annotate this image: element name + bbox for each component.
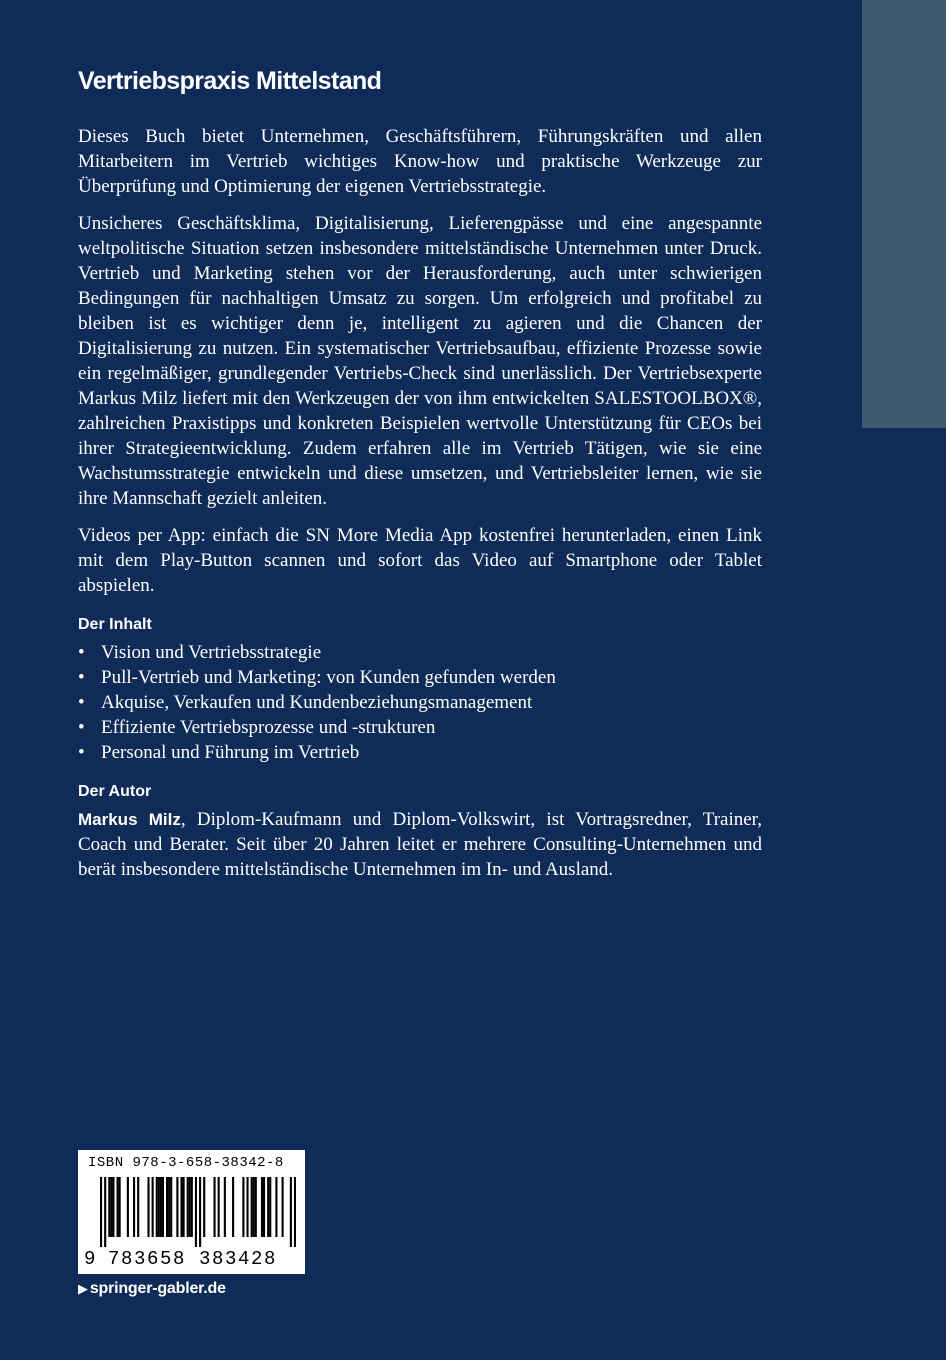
book-title: Vertriebspraxis Mittelstand: [78, 67, 382, 95]
barcode-bar: [133, 1177, 135, 1237]
description-paragraph: Unsicheres Geschäftsklima, Digitalisierung, Lieferengpässe und eine angespannte weltpolitische Situation setzen insbesondere mittelständische Unternehmen unter Druck. Vertrieb und Marketing stehen vor der Herausforderung, auch unter schwierigen Bedingungen für nachhaltigen Umsatz zu sorgen. Um erfolgreich und profitabel zu bleiben ist es wichtiger denn je, intelligent zu agieren und die Chancen der Digitalisierung zu nutzen. Ein systematischer Vertriebsaufbau, effiziente Prozesse sowie ein regelmäßiger, grundlegender Vertriebs-Check sind unerlässlich. Der Vertriebsexperte Markus Milz liefert mit den Werkzeugen der von ihm entwickelten SALESTOOLBOX®, zahlreichen Praxistipps und konkreten Beispielen wertvolle Unterstützung für CEOs bei ihrer Strategieentwicklung. Zudem erfahren alle im Vertrieb Tätigen, wie sie eine Wachstumsstrategie entwickeln und diese umsetzen, und Vertriebsleiter lernen, wie sie ihre Mannschaft gezielt anleiten.: [78, 213, 762, 509]
spine-color-strip: [862, 0, 946, 428]
list-item: [78, 715, 762, 740]
bullet-icon: •: [78, 642, 85, 663]
barcode-bar: [119, 1177, 121, 1237]
barcode-bar: [255, 1177, 257, 1237]
barcode-bar: [267, 1177, 269, 1237]
barcode-bar: [162, 1177, 164, 1237]
barcode-bar: [269, 1177, 271, 1237]
barcode-bar: [100, 1177, 102, 1247]
barcode-bar: [232, 1177, 234, 1237]
barcode-bar: [218, 1177, 220, 1237]
barcode-bar: [112, 1177, 114, 1237]
barcode-bar: [242, 1177, 244, 1237]
list-item-label: Akquise, Verkaufen und Kundenbeziehungsmanagement: [101, 692, 533, 713]
barcode-bar: [168, 1177, 170, 1237]
barcode-bar: [108, 1177, 110, 1237]
barcode-bar: [127, 1177, 129, 1237]
barcode-bar: [166, 1177, 168, 1237]
contents-heading: Der Inhalt: [78, 616, 152, 633]
barcode-bar: [170, 1177, 172, 1237]
barcode-bar: [294, 1177, 296, 1247]
barcode-bar: [246, 1177, 248, 1237]
barcode-bar: [199, 1177, 201, 1247]
barcode-bar: [104, 1177, 106, 1247]
list-item-label: Pull-Vertrieb und Marketing: von Kunden gefunden werden: [101, 667, 556, 688]
barcode-bar: [156, 1177, 158, 1237]
barcode-bar: [191, 1177, 193, 1237]
barcode-bar: [282, 1177, 284, 1237]
bullet-icon: •: [78, 717, 85, 738]
barcode-bar: [224, 1177, 226, 1237]
barcode-bar: [160, 1177, 162, 1237]
isbn-barcode: [78, 1150, 305, 1274]
author-bio-text: , Diplom-Kaufmann und Diplom-Volkswirt, ist Vortragsredner, Trainer, Coach und Berater. Seit über 20 Jahren leitet er mehrere Consulting-Unternehmen und berät insbesondere mittelständische Unternehmen im In- und Ausland.: [78, 809, 762, 880]
bullet-icon: •: [78, 692, 85, 713]
barcode-bars: [100, 1177, 296, 1247]
bullet-icon: •: [78, 742, 85, 763]
barcode-bar: [189, 1177, 191, 1237]
intro-paragraph: Dieses Buch bietet Unternehmen, Geschäftsführern, Führungskräften und allen Mitarbeitern im Vertrieb wichtiges Know-how und praktische Werkzeuge zur Überprüfung und Optimierung der eigenen Vertriebsstrategie.: [78, 126, 762, 197]
list-item: [78, 690, 762, 715]
ean-digits: 783658 383428: [108, 1248, 278, 1270]
barcode-bar: [117, 1177, 119, 1237]
author-bio: [78, 807, 762, 882]
barcode-bar: [187, 1177, 189, 1237]
barcode-bar: [152, 1177, 154, 1237]
barcode-bar: [110, 1177, 112, 1237]
author-heading: Der Autor: [78, 783, 152, 800]
barcode-bar: [183, 1177, 185, 1237]
video-app-paragraph: Videos per App: einfach die SN More Media App kostenfrei herunterladen, einen Link mit dem Play-Button scannen und sofort das Video auf Smartphone oder Tablet abspielen.: [78, 525, 762, 596]
barcode-bar: [263, 1177, 265, 1237]
barcode-bar: [253, 1177, 255, 1237]
barcode-bar: [180, 1177, 182, 1237]
author-name: Markus Milz: [78, 810, 181, 829]
barcode-bar: [137, 1177, 139, 1237]
barcode-bar: [158, 1177, 160, 1237]
barcode-bar: [275, 1177, 277, 1237]
list-item: [78, 640, 762, 665]
contents-list: [78, 640, 762, 765]
play-arrow-icon: ▶: [78, 1281, 88, 1296]
barcode-bar: [176, 1177, 178, 1237]
website-text: springer-gabler.de: [89, 1280, 226, 1297]
barcode-bar: [203, 1177, 205, 1237]
isbn-label: ISBN 978-3-658-38342-8: [88, 1155, 284, 1171]
barcode-bar: [251, 1177, 253, 1237]
barcode-bar: [213, 1177, 215, 1237]
back-cover-text: [78, 64, 762, 894]
list-item-label: Personal und Führung im Vertrieb: [101, 742, 360, 763]
publisher-website-link[interactable]: [78, 1280, 226, 1298]
barcode-bar: [290, 1177, 292, 1247]
barcode-bar: [195, 1177, 197, 1247]
list-item-label: Effiziente Vertriebsprozesse und -strukturen: [101, 717, 436, 738]
bullet-icon: •: [78, 667, 85, 688]
list-item: [78, 740, 762, 765]
barcode-bar: [261, 1177, 263, 1237]
ean-first-digit: 9: [84, 1248, 96, 1270]
barcode-bar: [147, 1177, 149, 1237]
list-item: [78, 665, 762, 690]
list-item-label: Vision und Vertriebsstrategie: [101, 642, 322, 663]
